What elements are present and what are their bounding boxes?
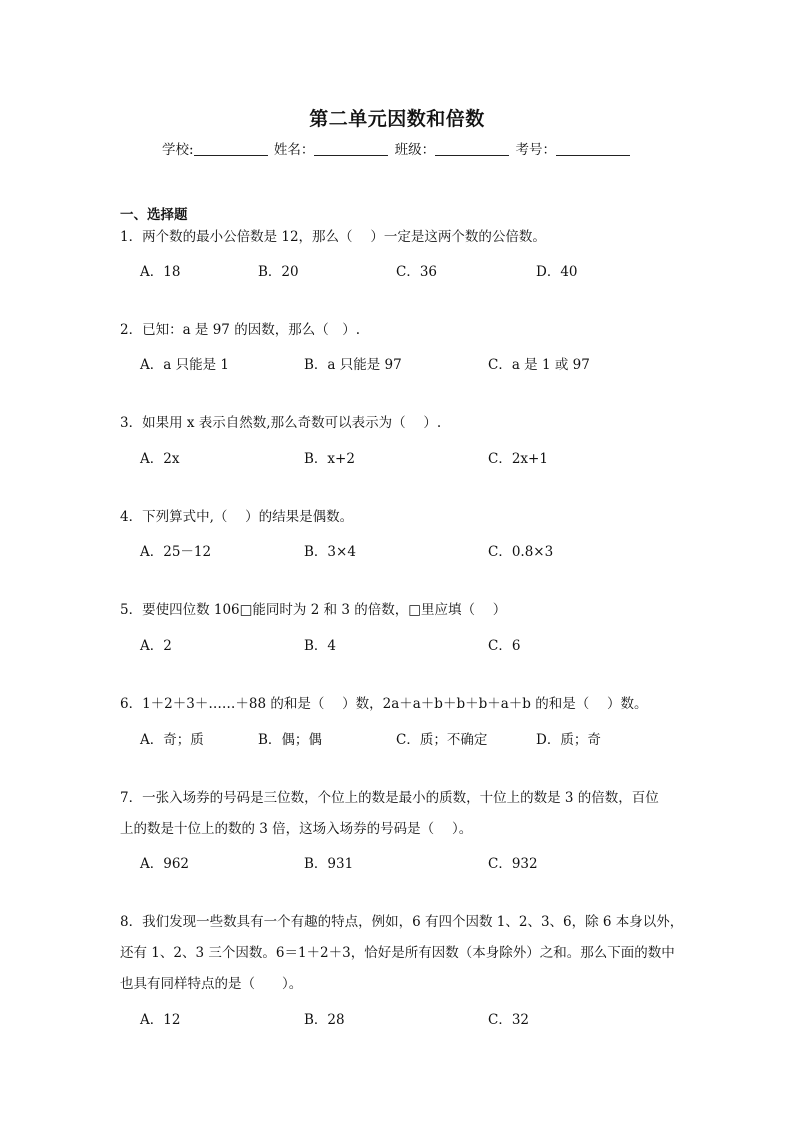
question-text-line-2: 上的数是十位上的数的 3 倍，这场入场券的号码是（ ）。 bbox=[120, 821, 473, 837]
option-a: A．奇；质 bbox=[140, 732, 204, 748]
option-c: C．932 bbox=[488, 856, 538, 872]
question-text: 2．已知：a 是 97 的因数，那么（ ）. bbox=[120, 322, 360, 338]
section-heading: 一、选择题 bbox=[120, 207, 188, 223]
question-7-options bbox=[140, 852, 700, 876]
option-c: C．32 bbox=[488, 1012, 530, 1028]
option-b: B．x+2 bbox=[304, 451, 355, 467]
school-label: 学校: bbox=[162, 142, 194, 158]
question-text-line-3: 也具有同样特点的是（ ）。 bbox=[120, 976, 303, 992]
school-blank bbox=[194, 141, 268, 156]
question-text-line-1: 7．一张入场券的号码是三位数，个位上的数是最小的质数，十位上的数是 3 的倍数，百位 bbox=[120, 790, 659, 806]
question-text: 4．下列算式中,（ ）的结果是偶数。 bbox=[120, 509, 354, 525]
option-b: B．a 只能是 97 bbox=[304, 357, 402, 373]
option-b: B．偶；偶 bbox=[258, 732, 322, 748]
option-a: A．2 bbox=[140, 638, 172, 654]
question-text-line-1: 8．我们发现一些数具有一个有趣的特点，例如，6 有四个因数 1、2、3、6，除 6 本身以外， bbox=[120, 914, 684, 930]
option-c: C．6 bbox=[488, 638, 521, 654]
question-4 bbox=[120, 502, 690, 533]
question-6-options bbox=[140, 728, 700, 752]
question-text-line-2: 还有 1、2、3 三个因数。6＝1＋2＋3，恰好是所有因数（本身除外）之和。那么下面的数中 bbox=[120, 945, 675, 961]
exam-number-blank bbox=[556, 141, 630, 156]
page-title: 第二单元因数和倍数 bbox=[309, 108, 485, 130]
option-a: A．25－12 bbox=[140, 544, 212, 560]
option-b: B．20 bbox=[258, 264, 299, 280]
question-2-options bbox=[140, 353, 700, 377]
question-text: 1．两个数的最小公倍数是 12，那么（ ）一定是这两个数的公倍数。 bbox=[120, 229, 546, 245]
option-a: A．962 bbox=[140, 856, 190, 872]
option-c: C．2x+1 bbox=[488, 451, 548, 467]
question-3 bbox=[120, 408, 690, 439]
option-a: A．2x bbox=[140, 451, 180, 467]
name-blank bbox=[314, 141, 388, 156]
option-b: B．4 bbox=[304, 638, 337, 654]
question-text: 3．如果用 x 表示自然数,那么奇数可以表示为（ ）. bbox=[120, 415, 442, 431]
question-7 bbox=[120, 783, 690, 845]
option-d: D．40 bbox=[536, 264, 578, 280]
option-d: D．质；奇 bbox=[536, 732, 601, 748]
option-c: C．质；不确定 bbox=[396, 732, 488, 748]
option-b: B．931 bbox=[304, 856, 354, 872]
exam-number-label: 考号： bbox=[515, 142, 556, 158]
option-a: A．12 bbox=[140, 1012, 181, 1028]
question-6 bbox=[120, 689, 690, 720]
question-8-options bbox=[140, 1008, 700, 1032]
question-1-options bbox=[140, 260, 700, 284]
question-5 bbox=[120, 595, 690, 626]
question-3-options bbox=[140, 447, 700, 471]
question-2 bbox=[120, 315, 690, 346]
option-a: A．18 bbox=[140, 264, 181, 280]
question-text: 6．1＋2＋3＋……＋88 的和是（ ）数，2a＋a＋b＋b＋b＋a＋b 的和是（ ）数。 bbox=[120, 696, 648, 712]
student-info-row bbox=[0, 138, 794, 158]
question-5-options bbox=[140, 634, 700, 658]
question-text: 5．要使四位数 106□能同时为 2 和 3 的倍数，□里应填（ ） bbox=[120, 602, 507, 618]
class-label: 班级： bbox=[394, 142, 436, 158]
question-4-options bbox=[140, 540, 700, 564]
option-c: C．36 bbox=[396, 264, 438, 280]
question-8 bbox=[120, 907, 690, 1000]
option-c: C．a 是 1 或 97 bbox=[488, 357, 590, 373]
option-a: A．a 只能是 1 bbox=[140, 357, 229, 373]
option-c: C．0.8×3 bbox=[488, 544, 554, 560]
question-1 bbox=[120, 222, 690, 253]
class-blank bbox=[435, 141, 509, 156]
option-b: B．28 bbox=[304, 1012, 345, 1028]
option-b: B．3×4 bbox=[304, 544, 356, 560]
name-label: 姓名： bbox=[273, 142, 315, 158]
